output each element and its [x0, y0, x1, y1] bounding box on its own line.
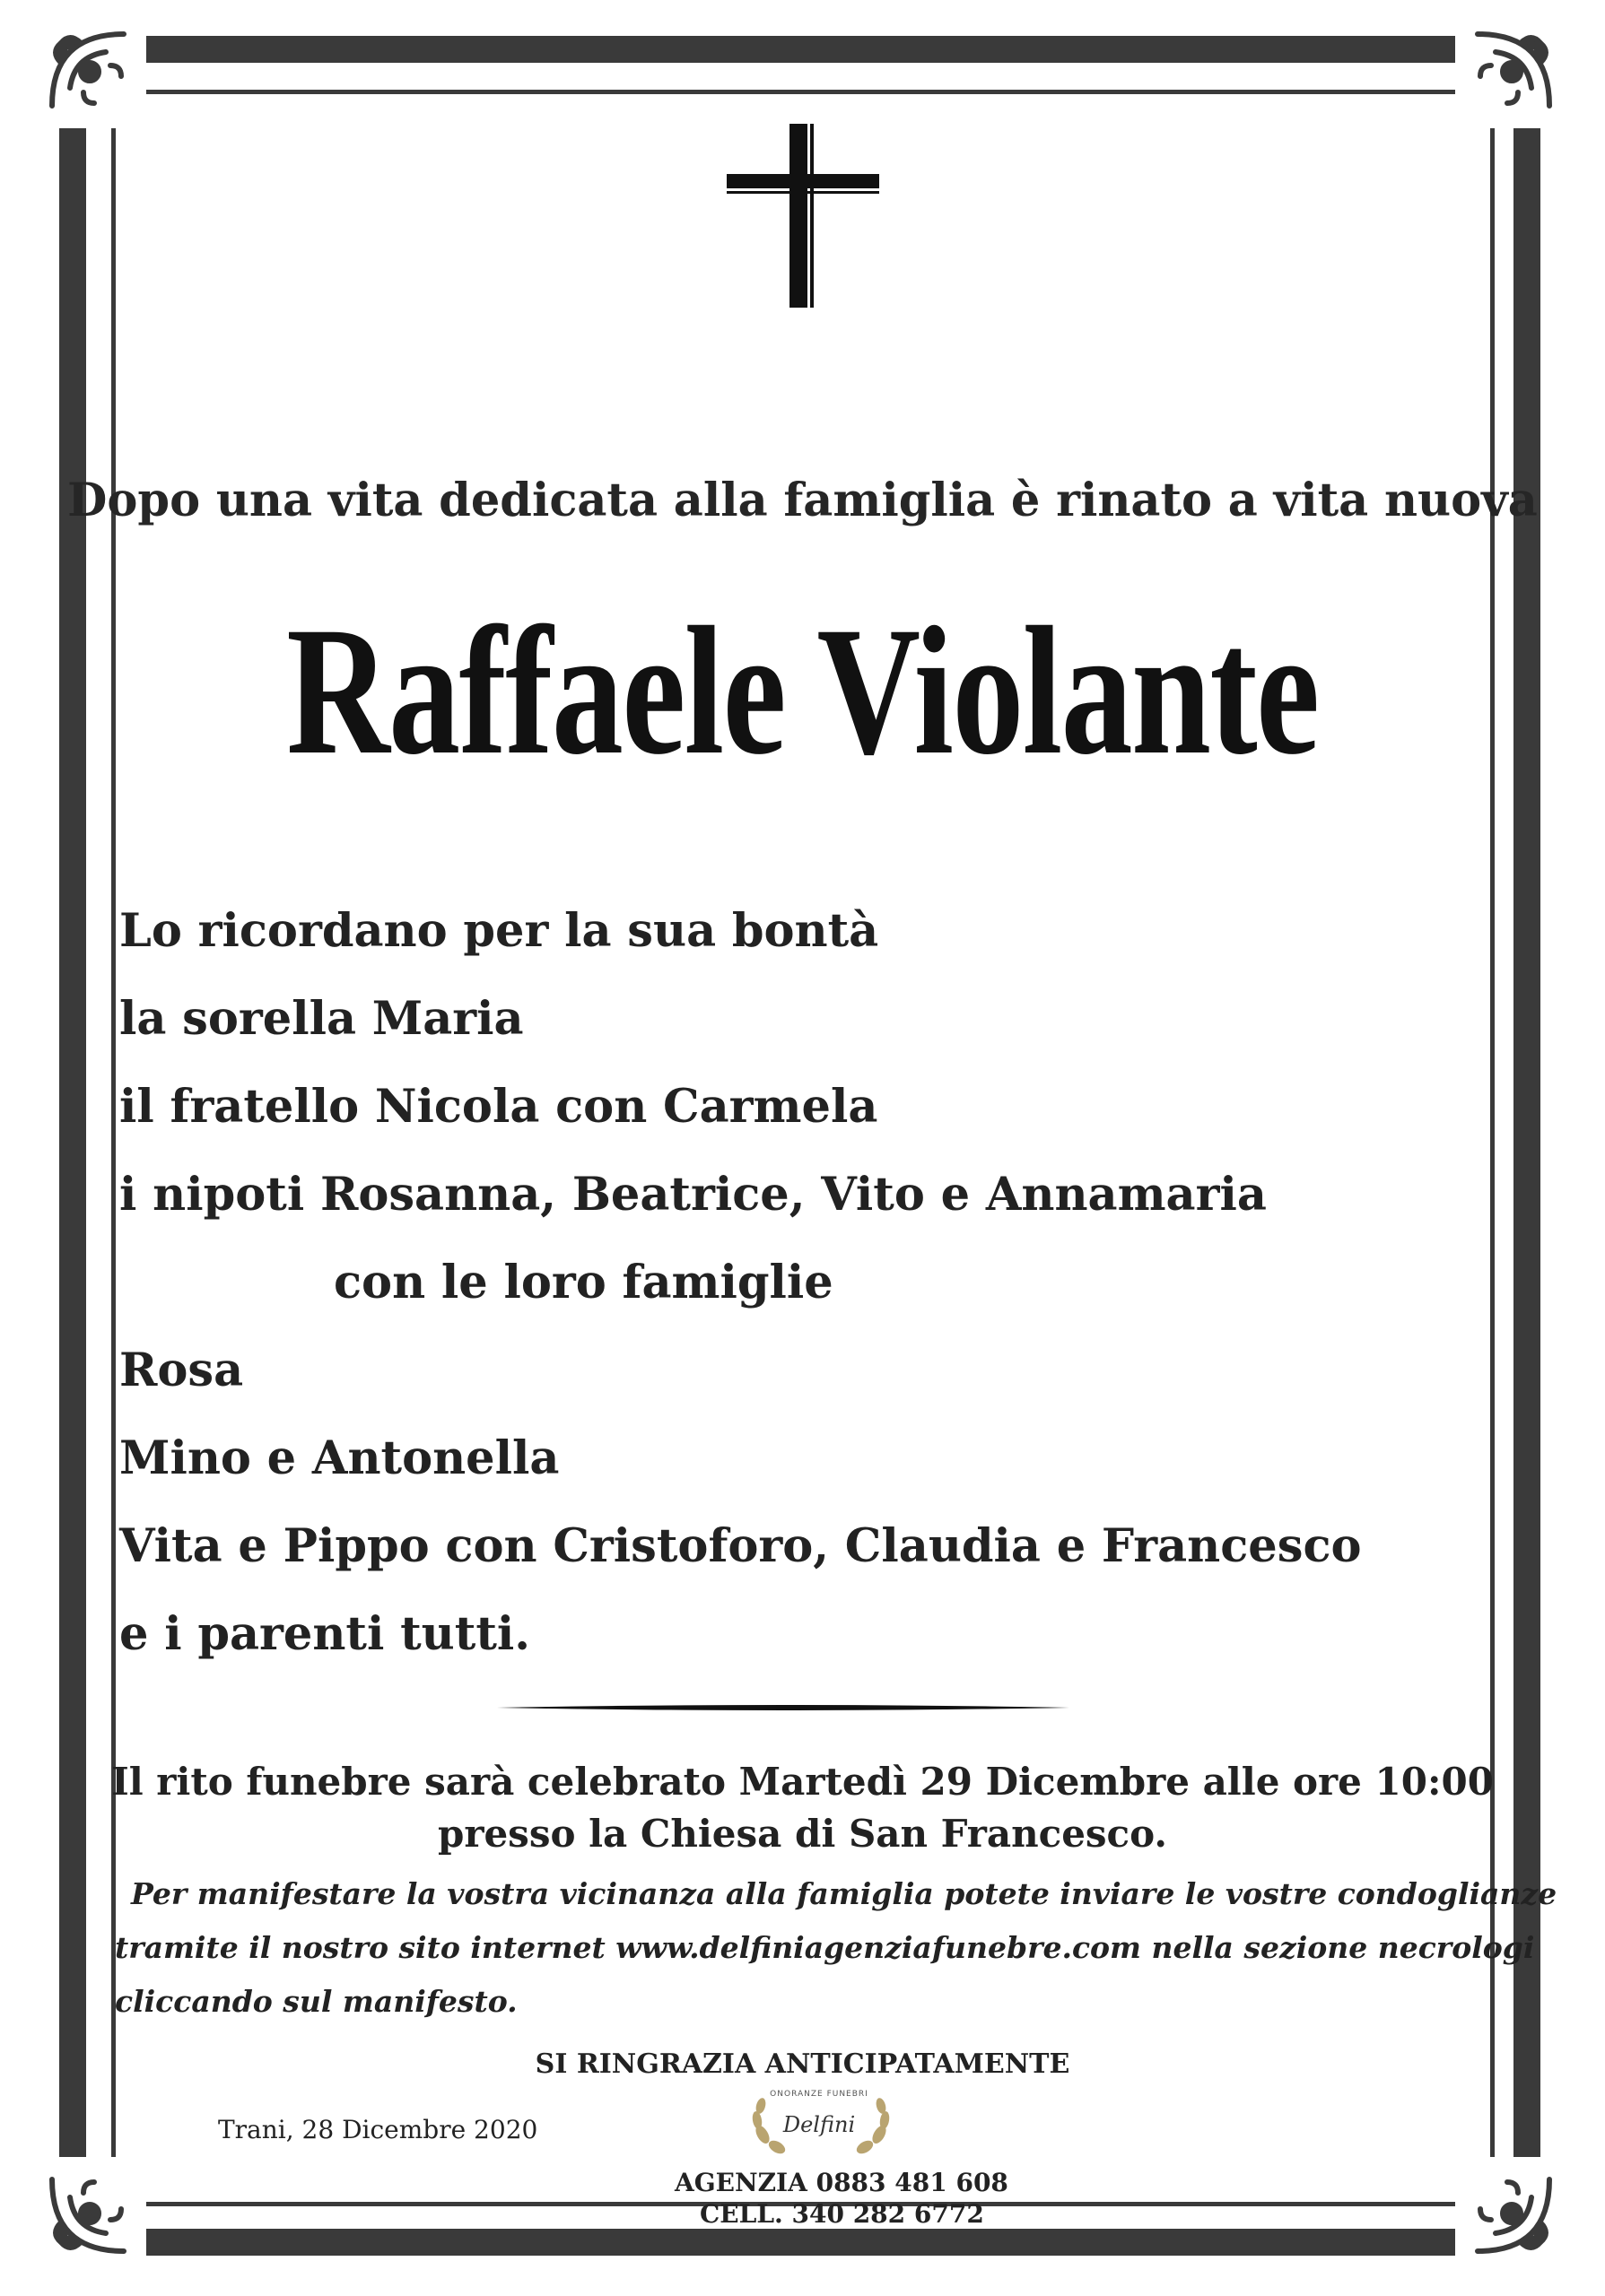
mourner-line: Mino e Antonella — [119, 1431, 560, 1485]
mourner-line: Lo ricordano per la sua bontà — [119, 904, 879, 958]
funeral-location-text: presso la Chiesa di San Francesco. — [437, 1812, 1168, 1856]
agency-cell: CELL. 340 282 6772 — [700, 2199, 984, 2229]
mourner-line: con le loro famiglie — [334, 1256, 833, 1309]
intro-text: Dopo una vita dedicata alla famiglia è rinato a vita nuova — [67, 474, 1538, 527]
cross-icon — [727, 124, 879, 308]
corner-ornament-top-left-icon — [34, 16, 146, 128]
mourner-line: i nipoti Rosanna, Beatrice, Vito e Annamaria — [119, 1168, 1267, 1222]
corner-ornament-bottom-right-icon — [1455, 2157, 1567, 2269]
funeral-rite-text: Il rito funebre sarà celebrato Martedì 29 Dicembre alle ore 10:00 — [111, 1760, 1494, 1804]
divider-line — [497, 1702, 1069, 1713]
thanks-text: SI RINGRAZIA ANTICIPATAMENTE — [535, 2048, 1070, 2080]
mourner-line: Vita e Pippo con Cristoforo, Claudia e Francesco — [119, 1519, 1362, 1573]
place-date: Trani, 28 Dicembre 2020 — [218, 2115, 538, 2144]
mourner-line: e i parenti tutti. — [119, 1607, 531, 1661]
condolence-text: tramite il nostro sito internet www.delfiniagenziafunebre.com nella sezione necrologi — [115, 1930, 1535, 1965]
mourner-line: la sorella Maria — [119, 992, 524, 1046]
logo-name: Delfini — [782, 2112, 856, 2137]
mourner-line: il fratello Nicola con Carmela — [119, 1080, 878, 1134]
deceased-name: Raffaele Violante — [286, 589, 1319, 793]
mourner-line: Rosa — [119, 1344, 244, 1397]
agency-phone: AGENZIA 0883 481 608 — [675, 2168, 1008, 2197]
corner-ornament-top-right-icon — [1455, 16, 1567, 128]
condolence-text: cliccando sul manifesto. — [115, 1984, 518, 2019]
logo-subtitle: ONORANZE FUNEBRI — [770, 2090, 868, 2099]
corner-ornament-bottom-left-icon — [34, 2157, 146, 2269]
condolence-text: Per manifestare la vostra vicinanza alla famiglia potete inviare le vostre condoglianze — [131, 1876, 1557, 1911]
